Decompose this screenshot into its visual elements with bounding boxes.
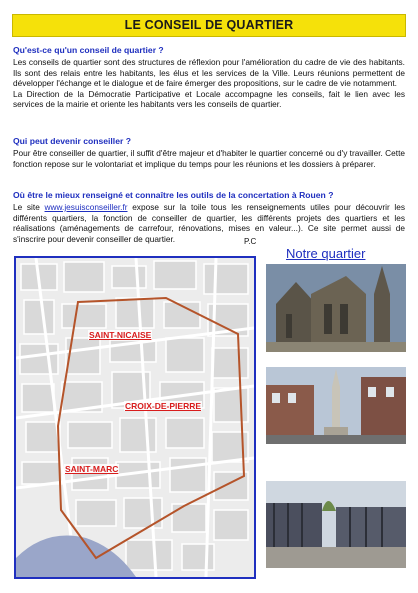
question-heading: Qui peut devenir conseiller ? bbox=[13, 136, 131, 146]
photo-church bbox=[266, 264, 406, 352]
section-what-is bbox=[13, 45, 405, 110]
photo-square-monument bbox=[266, 367, 406, 444]
paragraph bbox=[13, 202, 405, 244]
question-heading: Où être le mieux renseigné et connaître les outils de la concertation à Rouen ? bbox=[13, 190, 334, 200]
text: expose sur la toile tous les renseignements utiles pour découvrir les différents quartiers, la fonction de conseiller de quartier, les différents projets des quartiers et les réalisations (aménagements de carrefour, rénovations, mises en valeur...). Ce site permet aussi de s'inscrire pour devenir conseiller de quartier. bbox=[13, 202, 405, 244]
notre-quartier-heading: Notre quartier bbox=[286, 246, 366, 261]
paragraph: La Direction de la Démocratie Participative et Locale accompagne les conseils, fait le lien avec les services de la mairie et oriente les habitants vers les conseils de quartier. bbox=[13, 88, 405, 110]
district-label-croix-de-pierre: CROIX-DE-PIERRE bbox=[125, 401, 202, 411]
district-label-saint-marc: SAINT-MARC bbox=[65, 464, 119, 474]
neighborhood-map bbox=[14, 256, 256, 579]
monument-image bbox=[266, 367, 406, 444]
author-signature: P.C bbox=[244, 237, 257, 246]
district-label-saint-nicaise: SAINT-NICAISE bbox=[89, 330, 152, 340]
text: Le site bbox=[13, 202, 45, 212]
paragraph: Pour être conseiller de quartier, il suffit d'être majeur et d'habiter le quartier concerné ou d'y travailler. Cette fonction repose sur le volontariat et implique du temps pour les réunions et les dossiers à préparer. bbox=[13, 148, 405, 169]
church-image bbox=[266, 264, 406, 352]
page-title: LE CONSEIL DE QUARTIER bbox=[124, 18, 294, 32]
section-who-can bbox=[13, 136, 405, 169]
street-map-graphic bbox=[16, 258, 254, 577]
photo-market-hall bbox=[266, 481, 406, 568]
paragraph: Les conseils de quartier sont des structures de réflexion pour l'amélioration du cadre de vie des habitants. Ils sont des relais entre les habitants, les élus et les services de la Ville. Leurs réunions permettent de développer l'échange et le dialogue et de faire émerger des propositions, sur le cadre de vie notamment. bbox=[13, 57, 405, 89]
section-where-info bbox=[13, 190, 405, 244]
market-image bbox=[266, 481, 406, 568]
website-link[interactable]: www.jesuisconseiller.fr bbox=[44, 202, 128, 212]
question-heading: Qu'est-ce qu'un conseil de quartier ? bbox=[13, 45, 164, 55]
page-title-bar bbox=[12, 14, 406, 37]
